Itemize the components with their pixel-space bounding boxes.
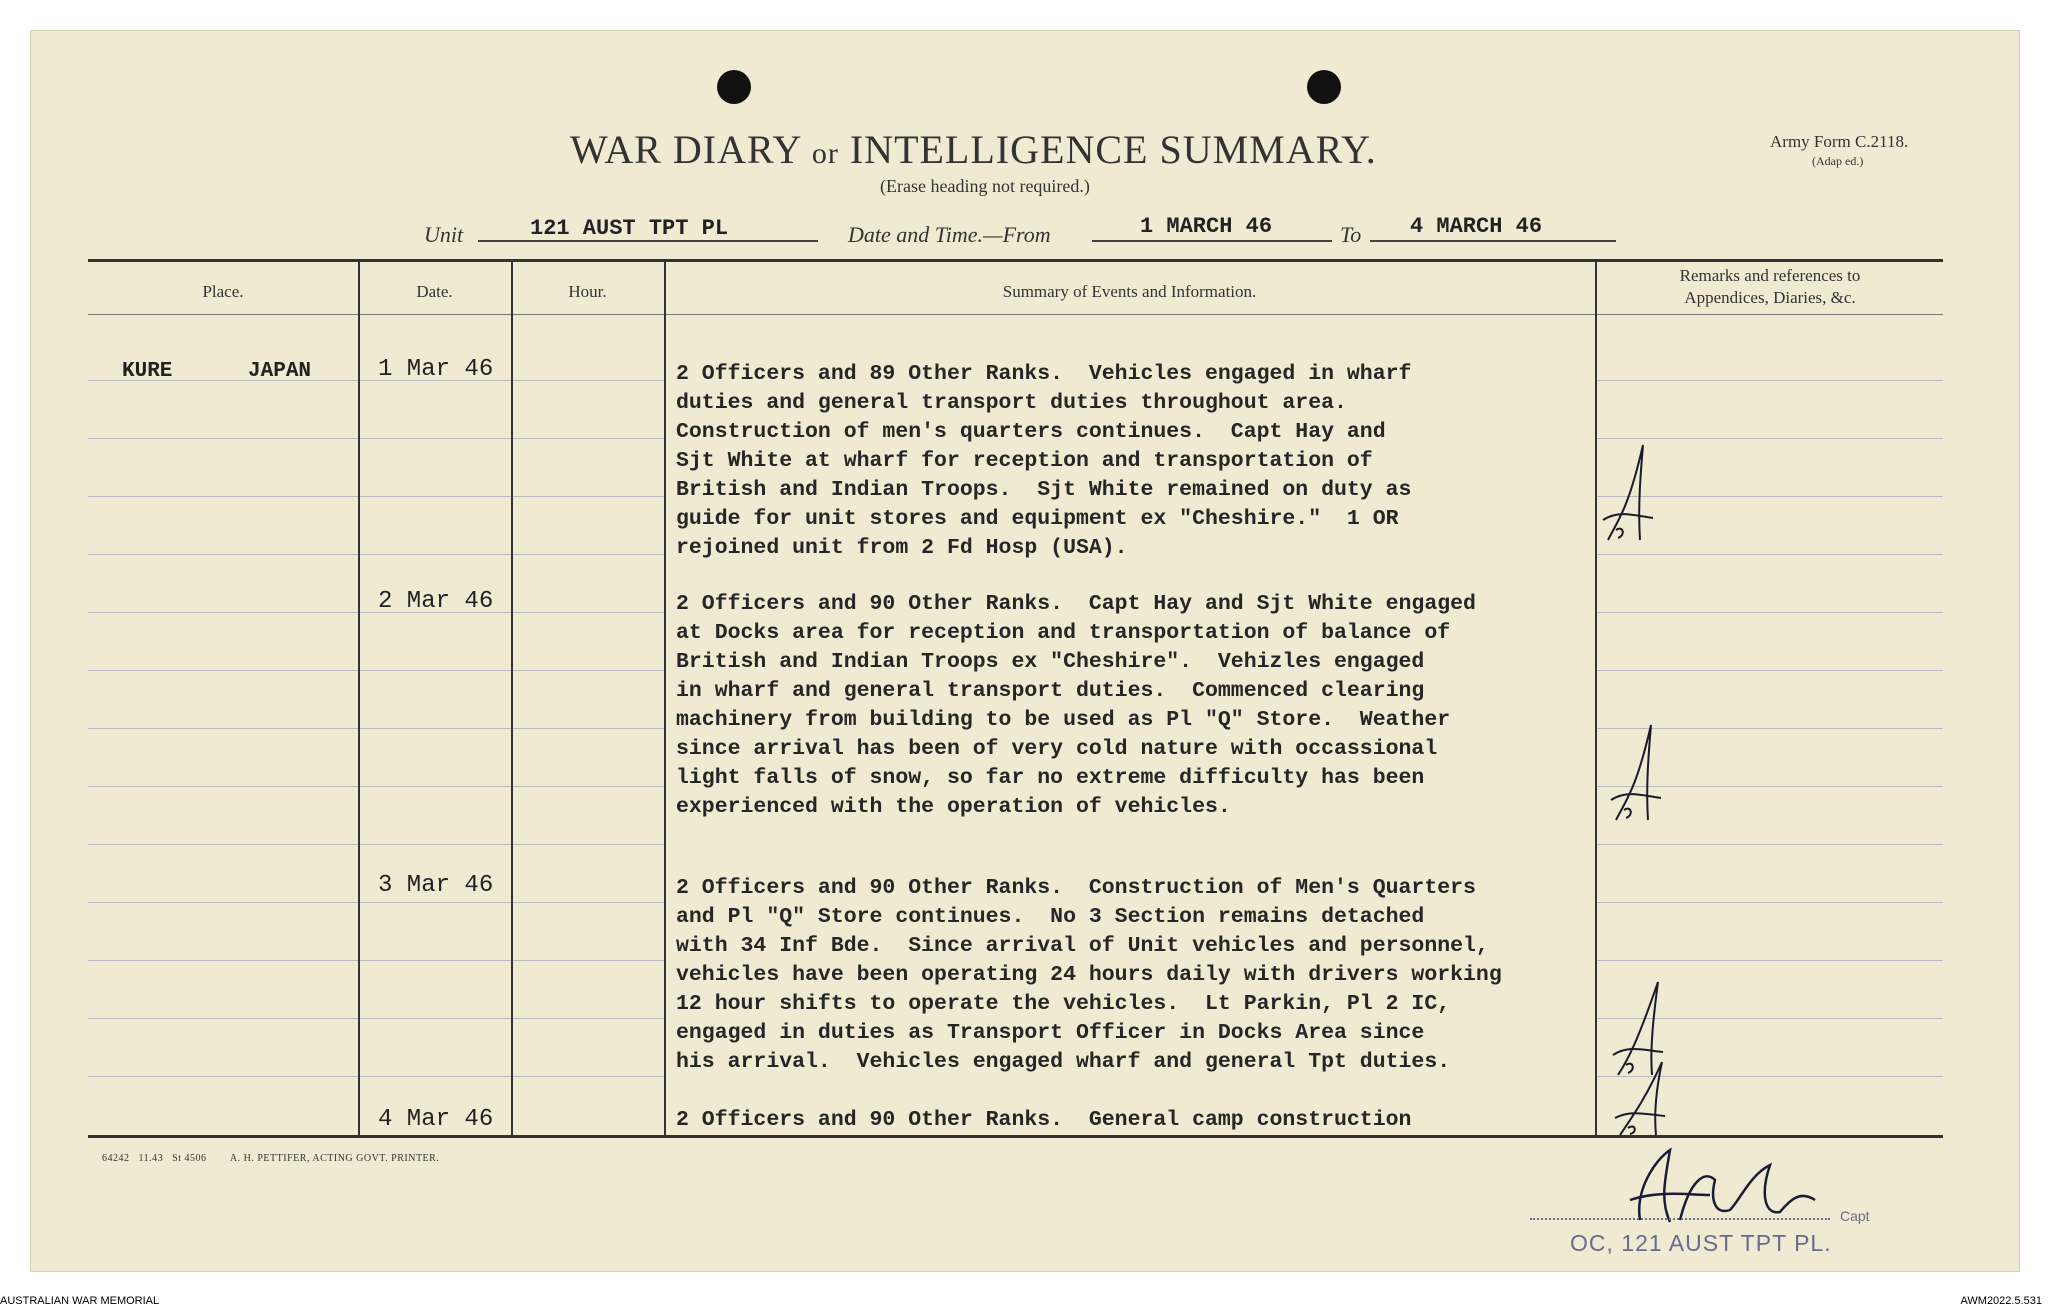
col-head-summary: Summary of Events and Information.: [1002, 282, 1257, 301]
initials-mark: [1598, 440, 1668, 550]
ruled-line: [360, 728, 511, 729]
ruled-line: [88, 786, 358, 787]
table-header-rule: [88, 314, 1943, 315]
from-value: 1 MARCH 46: [1140, 214, 1273, 239]
ruled-line: [1597, 438, 1943, 439]
entry-date: 1 Mar 46: [378, 356, 494, 383]
ruled-line: [360, 844, 511, 845]
entry-text: 2 Officers and 90 Other Ranks. Construction of Men's Quarters and Pl "Q" Store continues. No 3 Section remains detached with 34 Inf Bde. Since arrival of Unit vehicles and personnel, vehicles have been operating 24 hours daily with drivers working 12 hour shifts to operate the vehicles. Lt Parkin, Pl 2 IC, engaged in duties as Transport Officer in Docks Area since his arrival. Vehicles engaged wharf and general Tpt duties.: [676, 876, 1502, 1074]
ruled-line: [1597, 612, 1943, 613]
ruled-line: [360, 902, 511, 903]
ruled-line: [1597, 902, 1943, 903]
col-divider-2: [511, 262, 513, 1135]
to-value: 4 MARCH 46: [1410, 214, 1543, 239]
entry-text: 2 Officers and 89 Other Ranks. Vehicles engaged in wharf duties and general transport duties throughout area. Construction of men's quarters continues. Capt Hay and Sjt White at wharf for reception and transportation of British and Indian Troops. Sjt White remained on duty as guide for unit stores and equipment ex "Cheshire." 1 OR rejoined unit from 2 Fd Hosp (USA).: [676, 362, 1412, 560]
ruled-line: [513, 670, 664, 671]
place-value: KURE JAPAN: [122, 360, 312, 383]
title-part-a: WAR DIARY: [570, 127, 801, 172]
ruled-line: [88, 438, 358, 439]
ruled-line: [513, 728, 664, 729]
oc-stamp: OC, 121 AUST TPT PL.: [1570, 1230, 1832, 1256]
ruled-line: [360, 496, 511, 497]
col-head-remarks-2: Appendices, Diaries, &c.: [1684, 288, 1856, 307]
ruled-line: [513, 438, 664, 439]
entry-text: 2 Officers and 90 Other Ranks. General camp construction: [676, 1108, 1412, 1132]
ruled-line: [513, 496, 664, 497]
ruled-line: [360, 960, 511, 961]
ruled-line: [88, 728, 358, 729]
ruled-line: [88, 902, 358, 903]
table-top-rule: [88, 259, 1943, 262]
entry-date: 3 Mar 46: [378, 872, 494, 899]
initials-mark: [1610, 1060, 1680, 1140]
ruled-line: [513, 844, 664, 845]
title-or: or: [811, 137, 839, 170]
ruled-line: [360, 1076, 511, 1077]
entry-date: 2 Mar 46: [378, 588, 494, 615]
ruled-line: [88, 496, 358, 497]
ruled-line: [513, 1076, 664, 1077]
ruled-line: [88, 960, 358, 961]
ruled-line: [1597, 844, 1943, 845]
unit-value: 121 AUST TPT PL: [530, 216, 729, 241]
to-label: To: [1340, 222, 1362, 247]
date-time-label: Date and Time.—From: [848, 222, 1051, 247]
signature-capt: Capt: [1840, 1208, 1870, 1224]
ruled-line: [513, 554, 664, 555]
ruled-line: [513, 380, 664, 381]
title-part-b: INTELLIGENCE SUMMARY.: [849, 127, 1377, 172]
col-head-hour: Hour.: [568, 282, 607, 301]
ruled-line: [360, 786, 511, 787]
col-divider-1: [358, 262, 360, 1135]
ruled-line: [88, 612, 358, 613]
archive-ref: AWM2022.5.531: [1960, 1295, 2042, 1307]
ruled-line: [513, 960, 664, 961]
entry-text: 2 Officers and 90 Other Ranks. Capt Hay and Sjt White engaged at Docks area for reception and transportation of balance of British and Indian Troops ex "Cheshire". Vehizles engaged in wharf and general transport duties. Commenced clearing machinery from building to be used as Pl "Q" Store. Weather since arrival has been of very cold nature with occassional light falls of snow, so far no extreme difficulty has been experienced with the operation of vehicles.: [676, 592, 1476, 819]
initials-mark: [1606, 720, 1676, 830]
ruled-line: [513, 612, 664, 613]
unit-label: Unit: [424, 222, 464, 247]
ruled-line: [1597, 670, 1943, 671]
ruled-line: [88, 844, 358, 845]
army-form-sub: (Adap ed.): [1812, 154, 1864, 168]
army-form-number: Army Form C.2118.: [1770, 132, 1909, 151]
signature-graphic: [1610, 1140, 1850, 1230]
col-head-place: Place.: [202, 282, 244, 301]
archive-bar: [0, 1290, 2048, 1311]
col-divider-3: [664, 262, 666, 1135]
punch-hole-left: [717, 70, 751, 104]
ruled-line: [1597, 960, 1943, 961]
col-head-remarks-1: Remarks and references to: [1679, 266, 1861, 285]
ruled-line: [360, 1018, 511, 1019]
ruled-line: [88, 554, 358, 555]
entry-date: 4 Mar 46: [378, 1106, 494, 1133]
archive-name: AUSTRALIAN WAR MEMORIAL: [0, 1295, 160, 1307]
ruled-line: [360, 670, 511, 671]
ruled-line: [360, 438, 511, 439]
ruled-line: [360, 554, 511, 555]
signature-dotted-line: [1530, 1218, 1830, 1220]
ruled-line: [513, 1018, 664, 1019]
form-subtitle: (Erase heading not required.): [880, 176, 1090, 196]
ruled-line: [1597, 554, 1943, 555]
ruled-line: [513, 902, 664, 903]
from-underline: [1092, 240, 1332, 242]
to-underline: [1370, 240, 1616, 242]
printer-imprint: 64242 11.43 St 4506 A. H. PETTIFER, ACTING GOVT. PRINTER.: [102, 1153, 440, 1164]
ruled-line: [88, 670, 358, 671]
ruled-line: [88, 1076, 358, 1077]
ruled-line: [1597, 380, 1943, 381]
col-head-date: Date.: [416, 282, 453, 301]
ruled-line: [513, 786, 664, 787]
punch-hole-right: [1307, 70, 1341, 104]
form-title: [570, 126, 1377, 173]
ruled-line: [88, 1018, 358, 1019]
